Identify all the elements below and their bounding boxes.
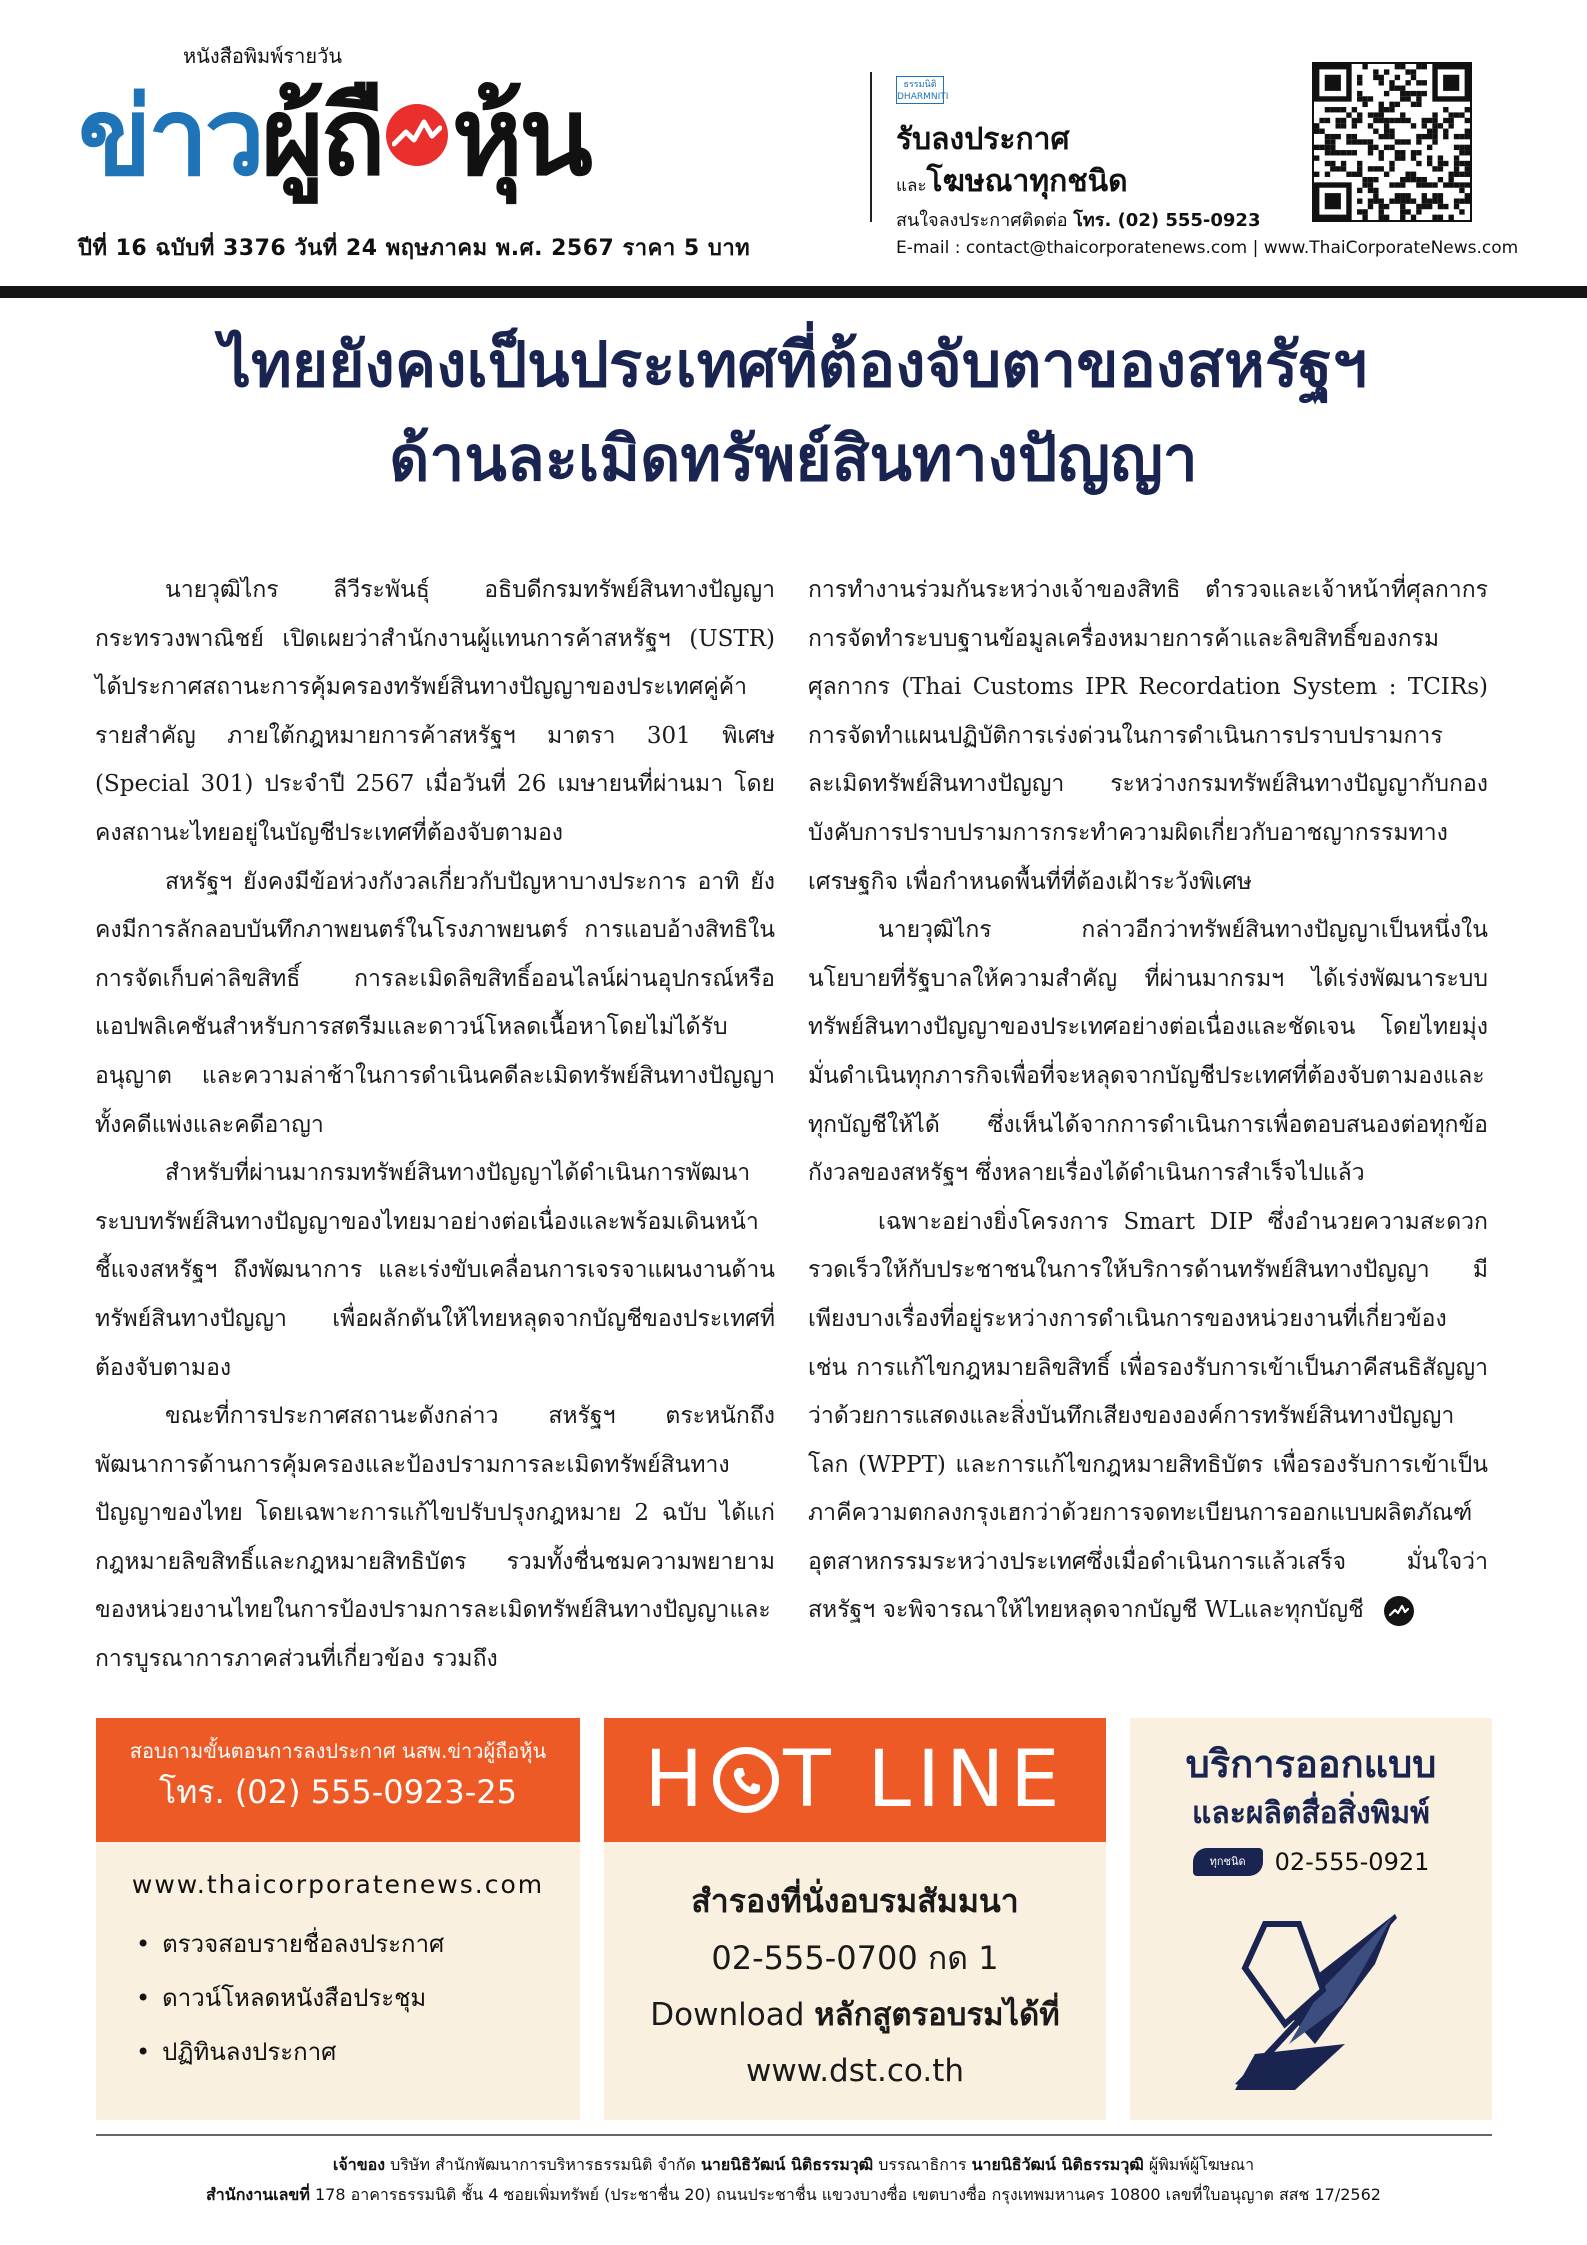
hotline-lines [604,1872,1106,2098]
hotline-website[interactable]: www.dst.co.th [745,2053,965,2089]
announcement-phone[interactable]: โทร. (02) 555-0923-25 [159,1773,517,1811]
announcement-inquiry: สอบถามขั้นตอนการลงประกาศ นสพ.ข่าวผู้ถือหุ้น [129,1739,547,1763]
article-column-right [808,566,1488,1635]
article-paragraph: นายวุฒิไกร ลีวีระพันธุ์ อธิบดีกรมทรัพย์สินทางปัญญา กระทรวงพาณิชย์ เปิดเผยว่าสำนักงานผู้แทนการค้าสหรัฐฯ (USTR) ได้ประกาศสถานะการคุ้มครองทรัพย์สินทางปัญญาของประเทศคู่ค้ารายสำคัญ ภายใต้กฎหมายการค้าสหรัฐฯ มาตรา 301 พิเศษ (Special 301) ประจำปี 2567 เมื่อวันที่ 26 เมษายนที่ผ่านมา โดยคงสถานะไทยอยู่ในบัญชีประเทศที่ต้องจับตามอง [95,577,775,846]
article-column-left [95,566,775,1684]
imprint-editor-name: นายนิธิวัฒน์ นิติธรรมวุฒิ [700,2155,874,2174]
ads-contact-prefix: สนใจลงประกาศติดต่อ [896,210,1068,231]
imprint-owner-label: เจ้าของ [332,2155,386,2174]
design-emblem-icon [1225,1894,1405,2094]
masthead-rule [0,286,1587,298]
article-paragraph: นายวุฒิไกร กล่าวอีกว่าทรัพย์สินทางปัญญาเป็นหนึ่งในนโยบายที่รัฐบาลให้ความสำคัญ ที่ผ่านมากรมฯ ได้เร่งพัฒนาระบบทรัพย์สินทางปัญญาของประเทศอย่างต่อเนื่องและชัดเจน โดยไทยมุ่งมั่นดำเนินทุกภารกิจเพื่อที่จะหลุดจากบัญชีประเทศที่ต้องจับตามองและทุกบัญชีให้ได้ ซึ่งเห็นได้จากการดำเนินการเพื่อตอบสนองต่อทุกข้อกังวลของสหรัฐฯ ซึ่งหลายเรื่องได้ดำเนินการสำเร็จไปแล้ว [808,917,1488,1187]
imprint-publisher-label: ผู้พิมพ์ผู้โฆษณา [1143,2155,1255,2174]
ads-subtitle [896,158,1128,205]
design-phone[interactable]: 02-555-0921 [1274,1848,1430,1876]
imprint-office-label: สำนักงานเลขที่ [206,2185,310,2204]
announcement-band [96,1718,580,1842]
masthead [0,0,1587,285]
end-of-article-icon [1384,1596,1414,1626]
article-last-text: เฉพาะอย่างยิ่งโครงการ Smart DIP ซึ่งอำนวยความสะดวกรวดเร็วให้กับประชาชนในการให้บริการด้านทรัพย์สินทางปัญญา มีเพียงบางเรื่องที่อยู่ระหว่างการดำเนินการของหน่วยงานที่เกี่ยวข้อง เช่น การแก้ไขกฎหมายลิขสิทธิ์ เพื่อรองรับการเข้าเป็นภาคีสนธิสัญญาว่าด้วยการแสดงและสิ่งบันทึกเสียงขององค์การทรัพย์สินทางปัญญาโลก (WPPT) และการแก้ไขกฎหมายสิทธิบัตร เพื่อรองรับการเข้าเป็นภาคีความตกลงกรุงเฮกว่าด้วยการจดทะเบียนการออกแบบผลิตภัณฑ์อุตสาหกรรมระหว่างประเทศซึ่งเมื่อดำเนินการแล้วเสร็จ มั่นใจว่าสหรัฐฯ จะพิจารณาให้ไทยหลุดจากบัญชี WLและทุกบัญชี [808,1208,1488,1624]
hotline-download-text: หลักสูตรอบรมได้ที่ [814,1997,1060,2033]
imprint-company: บริษัท สำนักพัฒนาการบริหารธรรมนิติ จำกัด [385,2155,701,2174]
list-item[interactable]: • ปฏิทินลงประกาศ [136,2025,580,2079]
imprint-footer [0,2150,1587,2210]
ads-subtitle-text: โฆษณาทุกชนิด [926,164,1128,199]
logo-word-dark-2: หุ้น [451,75,589,200]
ads-title: รับลงประกาศ [896,122,1070,157]
imprint-publisher-name: นายนิธิวัฒน์ นิติธรรมวุฒิ [971,2155,1144,2174]
hotline-download-word: Download [650,1997,805,2033]
footer-rule [96,2134,1492,2136]
ads-email-web[interactable]: E-mail : contact@thaicorporatenews.com | www.ThaiCorporateNews.com [896,238,1519,258]
announcement-website[interactable]: www.thaicorporatenews.com [131,1870,545,1899]
logo-word-blue: ข่าว [78,75,262,200]
hotline-title [644,1735,1066,1825]
article-paragraph-last [808,1198,1488,1635]
masthead-divider [870,72,872,222]
design-subtitle: และผลิตสื่อสิ่งพิมพ์ [1192,1796,1430,1831]
ads-subtitle-prefix: และ [896,176,927,196]
design-title: บริการออกแบบ [1185,1742,1437,1786]
hotline-word-rest: T LINE [783,1735,1066,1825]
issue-line: ปีที่ 16 ฉบับที่ 3376 วันที่ 24 พฤษภาคม พ.ศ. 2567 ราคา 5 บาท [78,236,751,261]
hotline-box [604,1718,1106,2120]
article-paragraph: สหรัฐฯ ยังคงมีข้อห่วงกังวลเกี่ยวกับปัญหาบางประการ อาทิ ยังคงมีการลักลอบบันทึกภาพยนตร์ในโรงภาพยนตร์ การแอบอ้างสิทธิในการจัดเก็บค่าลิขสิทธิ์ การละเมิดลิขสิทธิ์ออนไลน์ผ่านอุปกรณ์หรือแอปพลิเคชันสำหรับการสตรีมและดาวน์โหลดเนื้อหาโดยไม่ได้รับอนุญาต และความล่าช้าในการดำเนินคดีละเมิดทรัพย์สินทางปัญญาทั้งคดีแพ่งและคดีอาญา [95,868,775,1138]
hotline-seminar: สำรองที่นั่งอบรมสัมมนา [691,1882,1019,1920]
stock-chart-icon [386,104,448,166]
ads-contact-phone[interactable]: โทร. (02) 555-0923 [1073,210,1261,231]
design-service-box [1130,1718,1492,2120]
list-item[interactable]: • ตรวจสอบรายชื่อลงประกาศ [136,1917,580,1971]
qr-code-icon[interactable] [1312,62,1472,222]
headline [0,318,1587,506]
article-paragraph: การทำงานร่วมกันระหว่างเจ้าของสิทธิ ตำรวจและเจ้าหน้าที่ศุลกากร การจัดทำระบบฐานข้อมูลเครื่องหมายการค้าและลิขสิทธิ์ของกรมศุลกากร (Thai Customs IPR Recordation System : TCIRs) การจัดทำแผนปฏิบัติการเร่งด่วนในการดำเนินการปราบปรามการละเมิดทรัพย์สินทางปัญญา ระหว่างกรมทรัพย์สินทางปัญญากับกองบังคับการปราบปรามการกระทำความผิดเกี่ยวกับอาชญากรรมทางเศรษฐกิจ เพื่อกำหนดพื้นที่ที่ต้องเฝ้าระวังพิเศษ [808,577,1488,895]
dharmniti-logo: ธรรมนิติ DHARMNITI [896,76,944,104]
hotline-letter-h: H [644,1735,710,1825]
hotline-download [604,1986,1106,2044]
imprint-address: 178 อาคารธรรมนิติ ชั้น 4 ซอยเพิ่มทรัพย์ (ประชาชื่น 20) ถนนประชาชื่น แขวงบางซื่อ เขตบางซื่อ กรุงเทพมหานคร 10800 เลขที่ใบอนุญาต สสช 17/2562 [309,2185,1381,2204]
list-item[interactable]: • ดาวน์โหลดหนังสือประชุม [136,1971,580,2025]
logo-word-dark-1: ผู้ถื [261,75,382,200]
hotline-band [604,1718,1106,1842]
headline-line-1: ไทยยังคงเป็นประเทศที่ต้องจับตาของสหรัฐฯ [219,328,1368,401]
announcement-box [96,1718,580,2120]
design-contact [1130,1848,1492,1876]
imprint-address-line [0,2180,1587,2210]
imprint-owner-line [0,2150,1587,2180]
imprint-editor-label: บรรณาธิการ [873,2155,972,2174]
announcement-services-list [96,1917,580,2079]
newspaper-logo[interactable] [78,52,589,200]
phone-icon [713,1747,779,1813]
ads-contact [896,205,1260,234]
tagline: หนังสือพิมพ์รายวัน [183,44,342,68]
brush-stroke-label: ทุกชนิด [1193,1848,1263,1876]
hotline-phone[interactable]: 02-555-0700 กด 1 [711,1939,999,1977]
article-paragraph: สำหรับที่ผ่านมากรมทรัพย์สินทางปัญญาได้ดำเนินการพัฒนาระบบทรัพย์สินทางปัญญาของไทยมาอย่างต่อเนื่องและพร้อมเดินหน้าชี้แจงสหรัฐฯ ถึงพัฒนาการ และเร่งขับเคลื่อนการเจรจาแผนงานด้านทรัพย์สินทางปัญญา เพื่อผลักดันให้ไทยหลุดจากบัญชีของประเทศที่ต้องจับตามอง [95,1160,775,1381]
headline-line-2: ด้านละเมิดทรัพย์สินทางปัญญา [389,422,1198,495]
article-paragraph: ขณะที่การประกาศสถานะดังกล่าว สหรัฐฯ ตระหนักถึงพัฒนาการด้านการคุ้มครองและป้องปรามการละเมิดทรัพย์สินทางปัญญาของไทย โดยเฉพาะการแก้ไขปรับปรุงกฎหมาย 2 ฉบับ ได้แก่ กฎหมายลิขสิทธิ์และกฎหมายสิทธิบัตร รวมทั้งชื่นชมความพยายามของหน่วยงานไทยในการป้องปรามการละเมิดทรัพย์สินทางปัญญาและการบูรณาการภาคส่วนที่เกี่ยวข้อง รวมถึง [95,1403,775,1673]
